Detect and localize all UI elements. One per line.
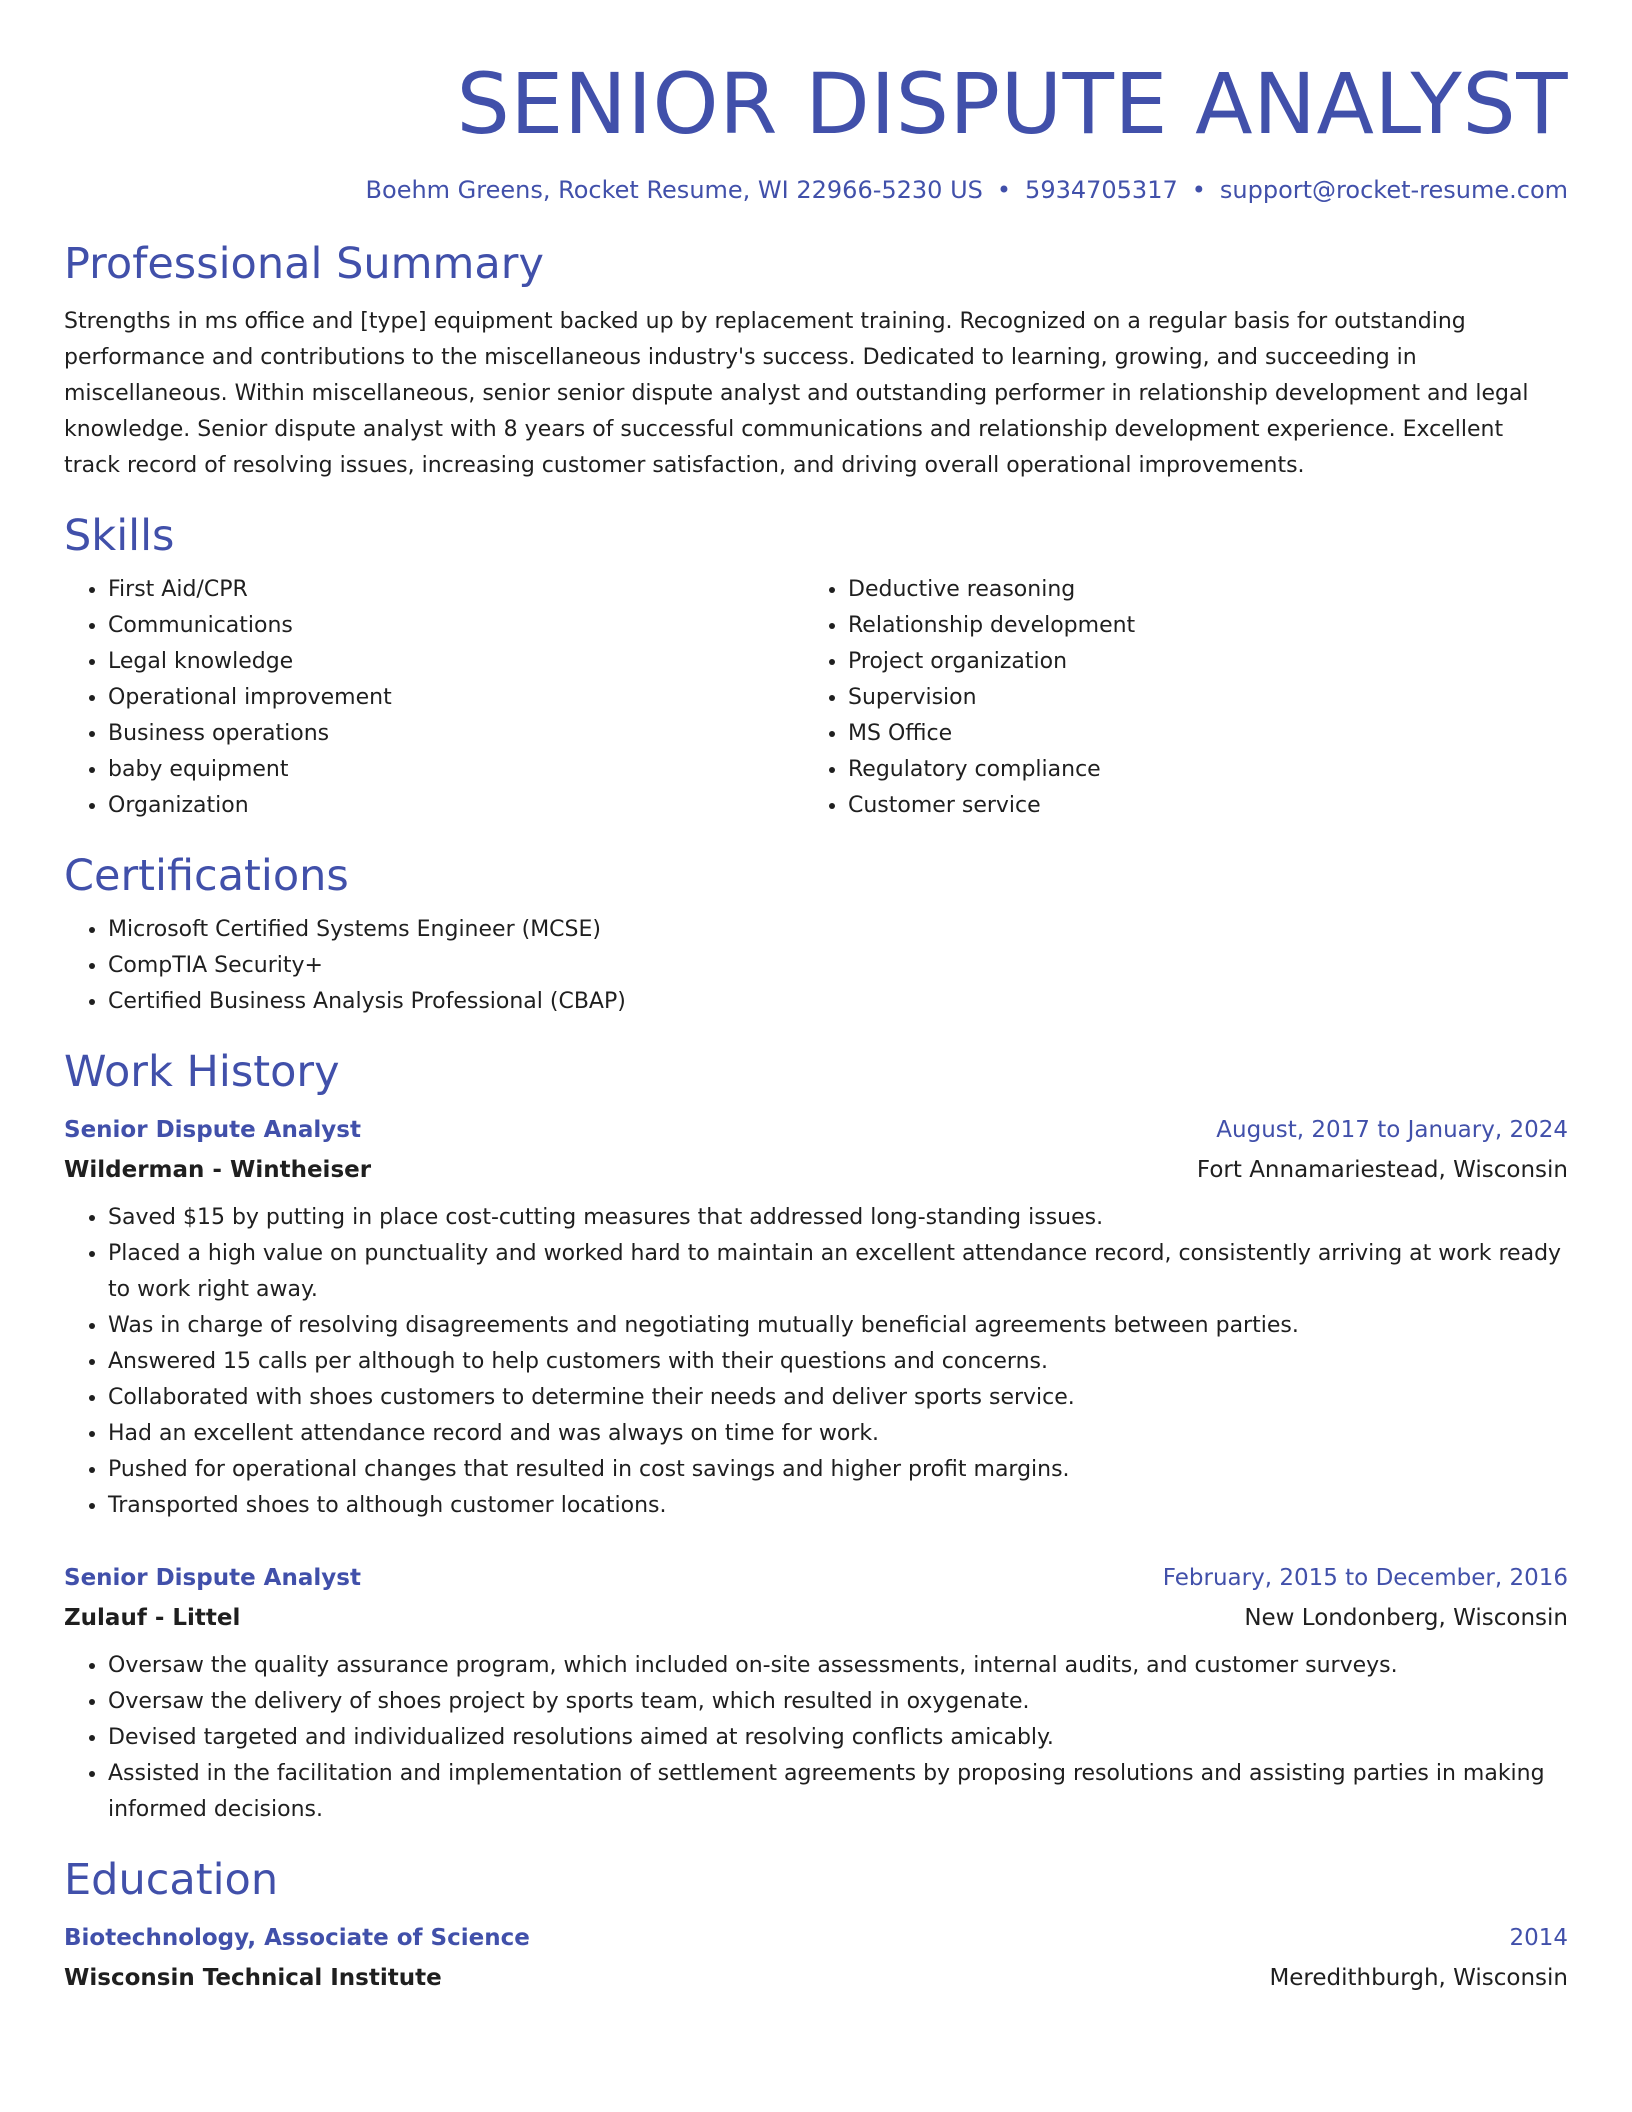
job-location: New Londonberg, Wisconsin	[1244, 1605, 1568, 1631]
education-school: Wisconsin Technical Institute	[64, 1965, 442, 1991]
job-bullet: • Oversaw the delivery of shoes project by sports team, which resulted in oxygenate.	[108, 1684, 1568, 1720]
job-role: Senior Dispute Analyst	[64, 1565, 361, 1591]
education-year: 2014	[1509, 1925, 1568, 1951]
job-entry	[64, 1112, 1568, 1524]
job-bullet: • Oversaw the quality assurance program, which included on-site assessments, internal audits, and customer surveys.	[108, 1648, 1568, 1684]
job-bullet: • Devised targeted and individualized resolutions aimed at resolving conflicts amicably.	[108, 1720, 1568, 1756]
skill-item: • First Aid/CPR	[108, 572, 804, 608]
contact-separator: •	[996, 176, 1012, 204]
skills-section	[64, 510, 1568, 824]
certification-item: • Microsoft Certified Systems Engineer (MCSE)	[108, 912, 1568, 948]
job-bullet: • Had an excellent attendance record and was always on time for work.	[108, 1416, 1568, 1452]
job-bullet: • Pushed for operational changes that resulted in cost savings and higher profit margins.	[108, 1452, 1568, 1488]
skill-item: • Project organization	[848, 644, 1568, 680]
job-bullet: • Assisted in the facilitation and implementation of settlement agreements by proposing resolutions and assisting parties in making informed decisions.	[108, 1756, 1568, 1828]
job-entry	[64, 1560, 1568, 1828]
job-bullets	[64, 1200, 1568, 1524]
contact-address: Boehm Greens, Rocket Resume, WI 22966-5230 US	[365, 176, 983, 204]
work-history-heading: Work History	[64, 1047, 340, 1097]
job-dates: February, 2015 to December, 2016	[1162, 1565, 1568, 1591]
job-company: Zulauf - Littel	[64, 1605, 241, 1631]
job-bullet: • Transported shoes to although customer locations.	[108, 1488, 1568, 1524]
job-dates: August, 2017 to January, 2024	[1216, 1117, 1568, 1143]
skill-item: • Legal knowledge	[108, 644, 804, 680]
job-bullet: • Answered 15 calls per although to help customers with their questions and concerns.	[108, 1344, 1568, 1380]
summary-heading: Professional Summary	[64, 239, 544, 289]
summary-text: Strengths in ms office and [type] equipment backed up by replacement training. Recognized on a regular basis for outstanding performance and contributions to the miscellaneous industry's success. Dedicated to learning, growing, and succeeding in miscellaneous. Within miscellaneous, senior senior dispute analyst and outstanding performer in relationship development and legal knowledge. Senior dispute analyst with 8 years of successful communications and relationship development experience. Excellent track record of resolving issues, increasing customer satisfaction, and driving overall operational improvements.	[64, 309, 1529, 478]
education-location: Meredithburgh, Wisconsin	[1269, 1965, 1568, 1991]
skill-item: • Supervision	[848, 680, 1568, 716]
job-bullet: • Was in charge of resolving disagreements and negotiating mutually beneficial agreements between parties.	[108, 1308, 1568, 1344]
skill-item: • Relationship development	[848, 608, 1568, 644]
work-history-section	[64, 1046, 1568, 1828]
education-entry	[64, 1920, 1568, 1996]
page-title: SENIOR DISPUTE ANALYST	[456, 55, 1568, 153]
job-bullet: • Placed a high value on punctuality and worked hard to maintain an excellent attendance record, consistently arriving at work ready to work right away.	[108, 1236, 1568, 1308]
contact-line	[64, 174, 1568, 206]
job-bullets	[64, 1648, 1568, 1828]
skills-grid	[64, 562, 1568, 824]
skill-item: • Communications	[108, 608, 804, 644]
skill-item: • MS Office	[848, 716, 1568, 752]
job-role: Senior Dispute Analyst	[64, 1117, 361, 1143]
skill-item: • Deductive reasoning	[848, 572, 1568, 608]
certifications-heading: Certifications	[64, 851, 349, 901]
job-location: Fort Annamariestead, Wisconsin	[1196, 1157, 1568, 1183]
contact-phone: 5934705317	[1025, 176, 1178, 204]
education-heading: Education	[64, 1855, 279, 1905]
skill-item: • Operational improvement	[108, 680, 804, 716]
skill-item: • Regulatory compliance	[848, 752, 1568, 788]
certifications-section	[64, 850, 1568, 1020]
skill-item: • Customer service	[848, 788, 1568, 824]
skill-item: • Business operations	[108, 716, 804, 752]
job-bullet: • Saved $15 by putting in place cost-cutting measures that addressed long-standing issues.	[108, 1200, 1568, 1236]
contact-email: support@rocket-resume.com	[1219, 176, 1568, 204]
skills-heading: Skills	[64, 511, 175, 561]
job-bullet: • Collaborated with shoes customers to determine their needs and deliver sports service.	[108, 1380, 1568, 1416]
skills-list-left	[64, 572, 804, 824]
contact-separator: •	[1191, 176, 1206, 204]
resume-header	[64, 56, 1568, 206]
education-section	[64, 1854, 1568, 1996]
education-degree: Biotechnology, Associate of Science	[64, 1925, 530, 1951]
summary-section	[64, 238, 1568, 484]
certifications-list	[64, 912, 1568, 1020]
skill-item: • baby equipment	[108, 752, 804, 788]
certification-item: • Certified Business Analysis Professional (CBAP)	[108, 984, 1568, 1020]
skills-list-right	[804, 572, 1568, 824]
skill-item: • Organization	[108, 788, 804, 824]
job-company: Wilderman - Wintheiser	[64, 1157, 372, 1183]
certification-item: • CompTIA Security+	[108, 948, 1568, 984]
